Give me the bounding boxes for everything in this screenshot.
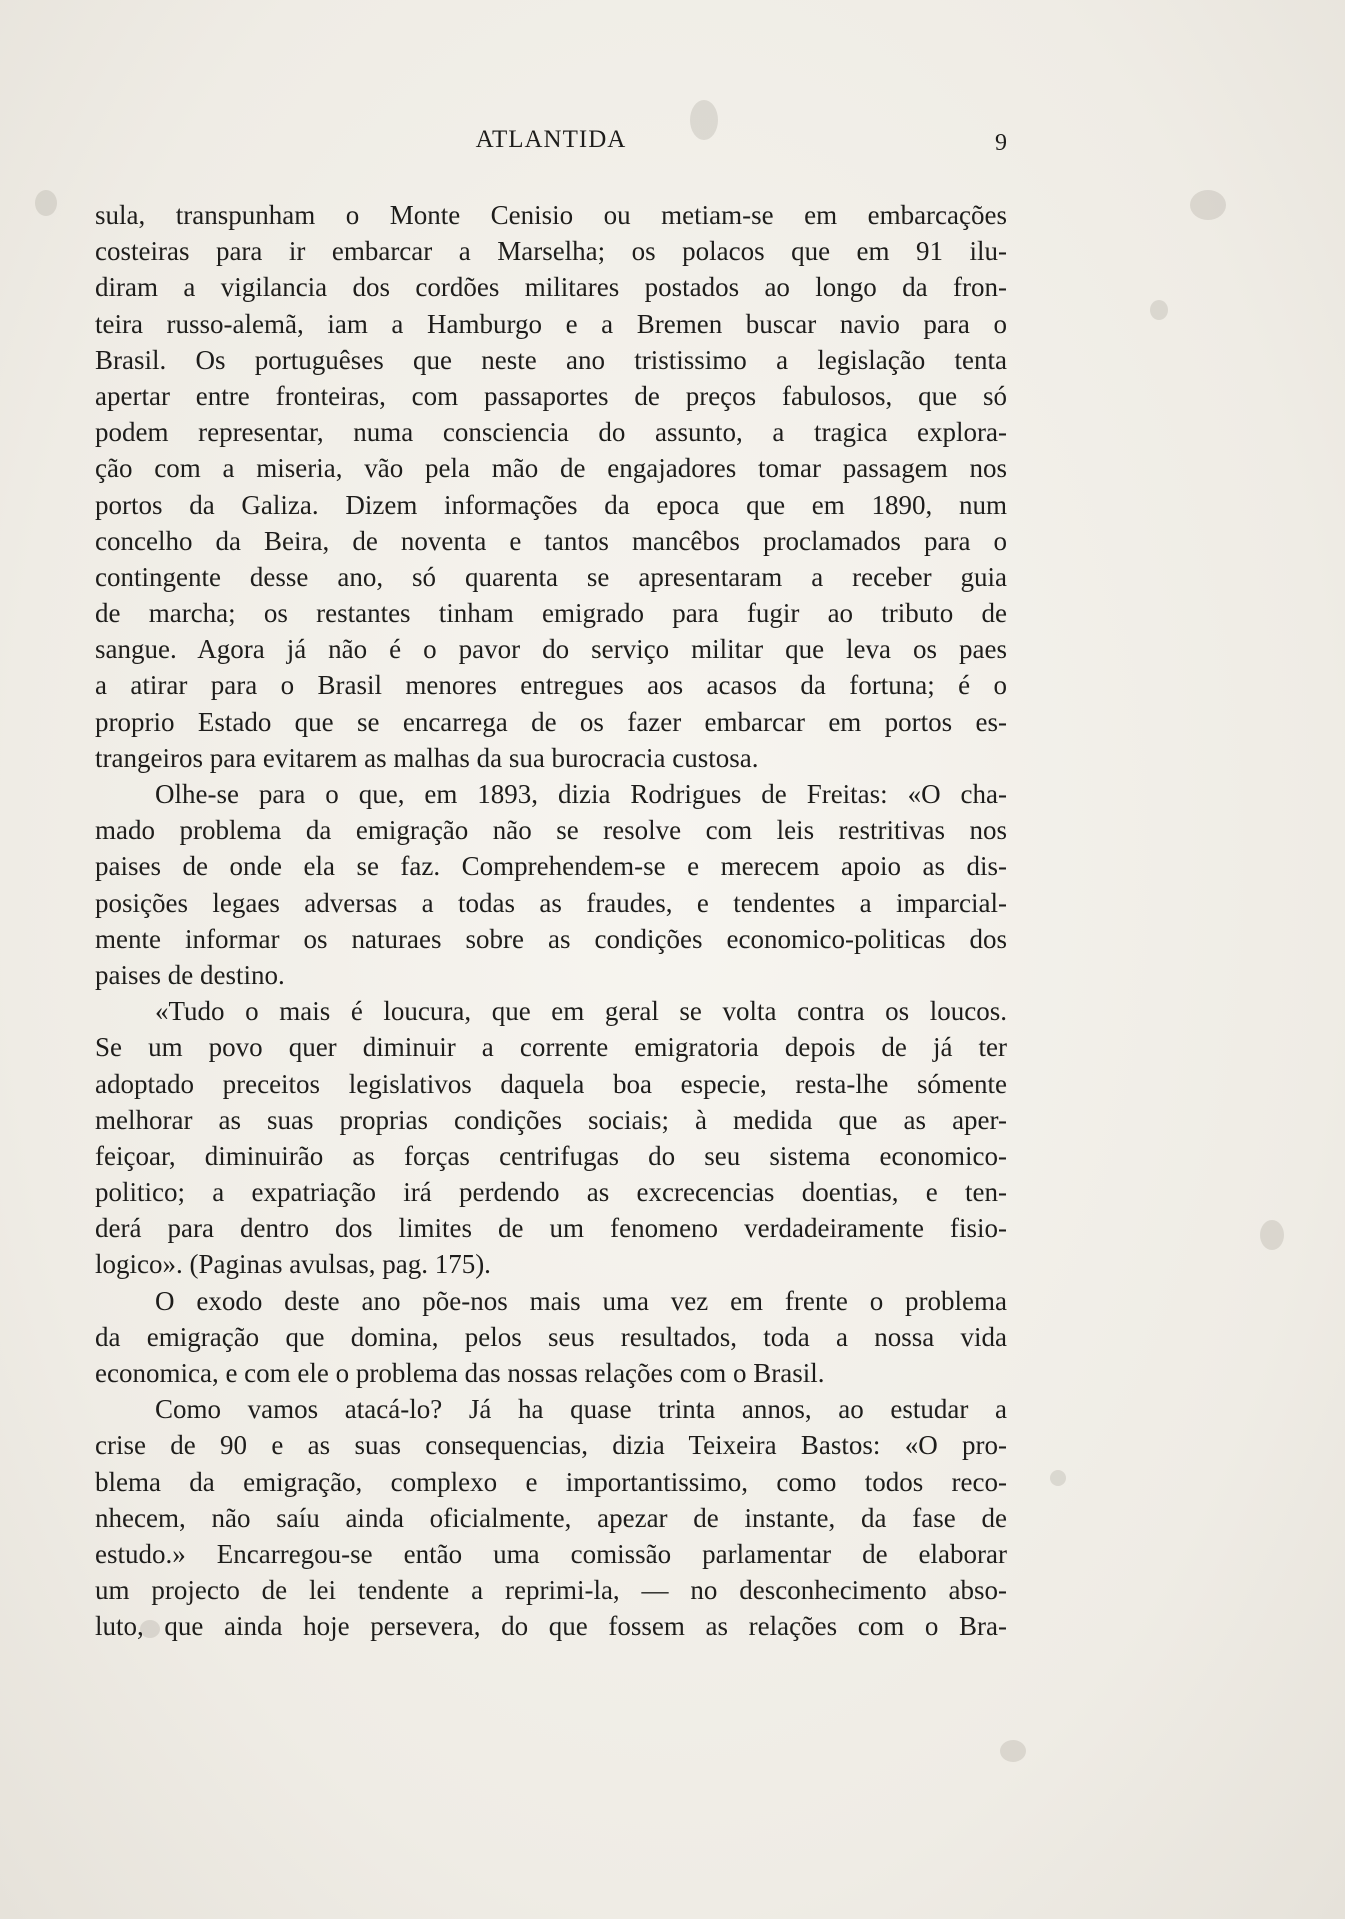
text-line: paises de destino. (95, 959, 285, 990)
text-line: politico; a expatriação irá perdendo as excrecencias doentias, e ten- (95, 1177, 1007, 1208)
text-line: Como vamos atacá-lo? Já ha quase trinta annos, ao estudar a (155, 1394, 1007, 1425)
text-line: estudo.» Encarregou-se então uma comissão parlamentar de elaborar (95, 1538, 1007, 1569)
paper-speck (1000, 1740, 1026, 1762)
text-line: paises de onde ela se faz. Comprehendem-se e merecem apoio as dis- (95, 851, 1007, 882)
paper-speck (1050, 1470, 1066, 1486)
text-line: diram a vigilancia dos cordões militares postados ao longo da fron- (95, 272, 1007, 303)
text-line: O exodo deste ano põe-nos mais uma vez em frente o problema (155, 1285, 1007, 1316)
paper-speck (1190, 190, 1226, 220)
text-line: feiçoar, diminuirão as forças centrifugas do seu sistema economico- (95, 1140, 1007, 1171)
running-title: ATLANTIDA (475, 126, 627, 153)
text-line: crise de 90 e as suas consequencias, dizia Teixeira Bastos: «O pro- (95, 1430, 1007, 1461)
text-line: apertar entre fronteiras, com passaportes de preços fabulosos, que só (95, 380, 1007, 411)
text-line: trangeiros para evitarem as malhas da sua burocracia custosa. (95, 742, 759, 773)
text-line: portos da Galiza. Dizem informações da epoca que em 1890, num (95, 489, 1007, 520)
paper-speck (1260, 1220, 1284, 1250)
text-line: ção com a miseria, vão pela mão de engajadores tomar passagem nos (95, 453, 1007, 484)
text-line: blema da emigração, complexo e importantissimo, como todos reco- (95, 1466, 1007, 1497)
text-line: sangue. Agora já não é o pavor do serviço militar que leva os paes (95, 634, 1007, 665)
text-line: nhecem, não saíu ainda oficialmente, apezar de instante, da fase de (95, 1502, 1007, 1533)
text-line: teira russo-alemã, iam a Hamburgo e a Bremen buscar navio para o (95, 308, 1007, 339)
paper-speck (1150, 300, 1168, 320)
text-line: luto, que ainda hoje persevera, do que fossem as relações com o Bra- (95, 1611, 1007, 1642)
text-line: um projecto de lei tendente a reprimi-la, — no desconhecimento abso- (95, 1575, 1007, 1606)
page-header (95, 124, 1007, 160)
text-line: concelho da Beira, de noventa e tantos mancêbos proclamados para o (95, 525, 1007, 556)
text-line: Olhe-se para o que, em 1893, dizia Rodrigues de Freitas: «O cha- (155, 779, 1007, 809)
page-number: 9 (995, 130, 1007, 156)
text-line: mente informar os naturaes sobre as condições economico-politicas dos (95, 923, 1007, 954)
text-line: a atirar para o Brasil menores entregues aos acasos da fortuna; é o (95, 670, 1007, 701)
text-line: Se um povo quer diminuir a corrente emigratoria depois de já ter (95, 1032, 1007, 1063)
body-text (95, 197, 1007, 1645)
text-line: logico». (Paginas avulsas, pag. 175). (95, 1249, 491, 1280)
text-line: «Tudo o mais é loucura, que em geral se volta contra os loucos. (155, 996, 1007, 1027)
text-line: da emigração que domina, pelos seus resultados, toda a nossa vida (95, 1321, 1007, 1352)
text-line: melhorar as suas proprias condições sociais; à medida que as aper- (95, 1104, 1007, 1135)
paper-speck (35, 190, 57, 216)
text-line: contingente desse ano, só quarenta se apresentaram a receber guia (95, 561, 1007, 592)
text-line: Brasil. Os portuguêses que neste ano tristissimo a legislação tenta (95, 344, 1007, 375)
text-line: sula, transpunham o Monte Cenisio ou metiam-se em embarcações (95, 200, 1007, 230)
text-line: de marcha; os restantes tinham emigrado para fugir ao tributo de (95, 598, 1007, 629)
text-line: economica, e com ele o problema das nossas relações com o Brasil. (95, 1358, 825, 1388)
text-line: adoptado preceitos legislativos daquela boa especie, resta-lhe sómente (95, 1068, 1007, 1099)
text-line: podem representar, numa consciencia do assunto, a tragica explora- (95, 417, 1007, 448)
text-line: derá para dentro dos limites de um fenomeno verdadeiramente fisio- (95, 1213, 1007, 1244)
text-line: posições legaes adversas a todas as fraudes, e tendentes a imparcial- (95, 887, 1007, 918)
text-line: mado problema da emigração não se resolve com leis restritivas nos (95, 815, 1007, 846)
text-line: costeiras para ir embarcar a Marselha; os polacos que em 91 ilu- (95, 236, 1007, 267)
text-line: proprio Estado que se encarrega de os fazer embarcar em portos es- (95, 706, 1007, 737)
